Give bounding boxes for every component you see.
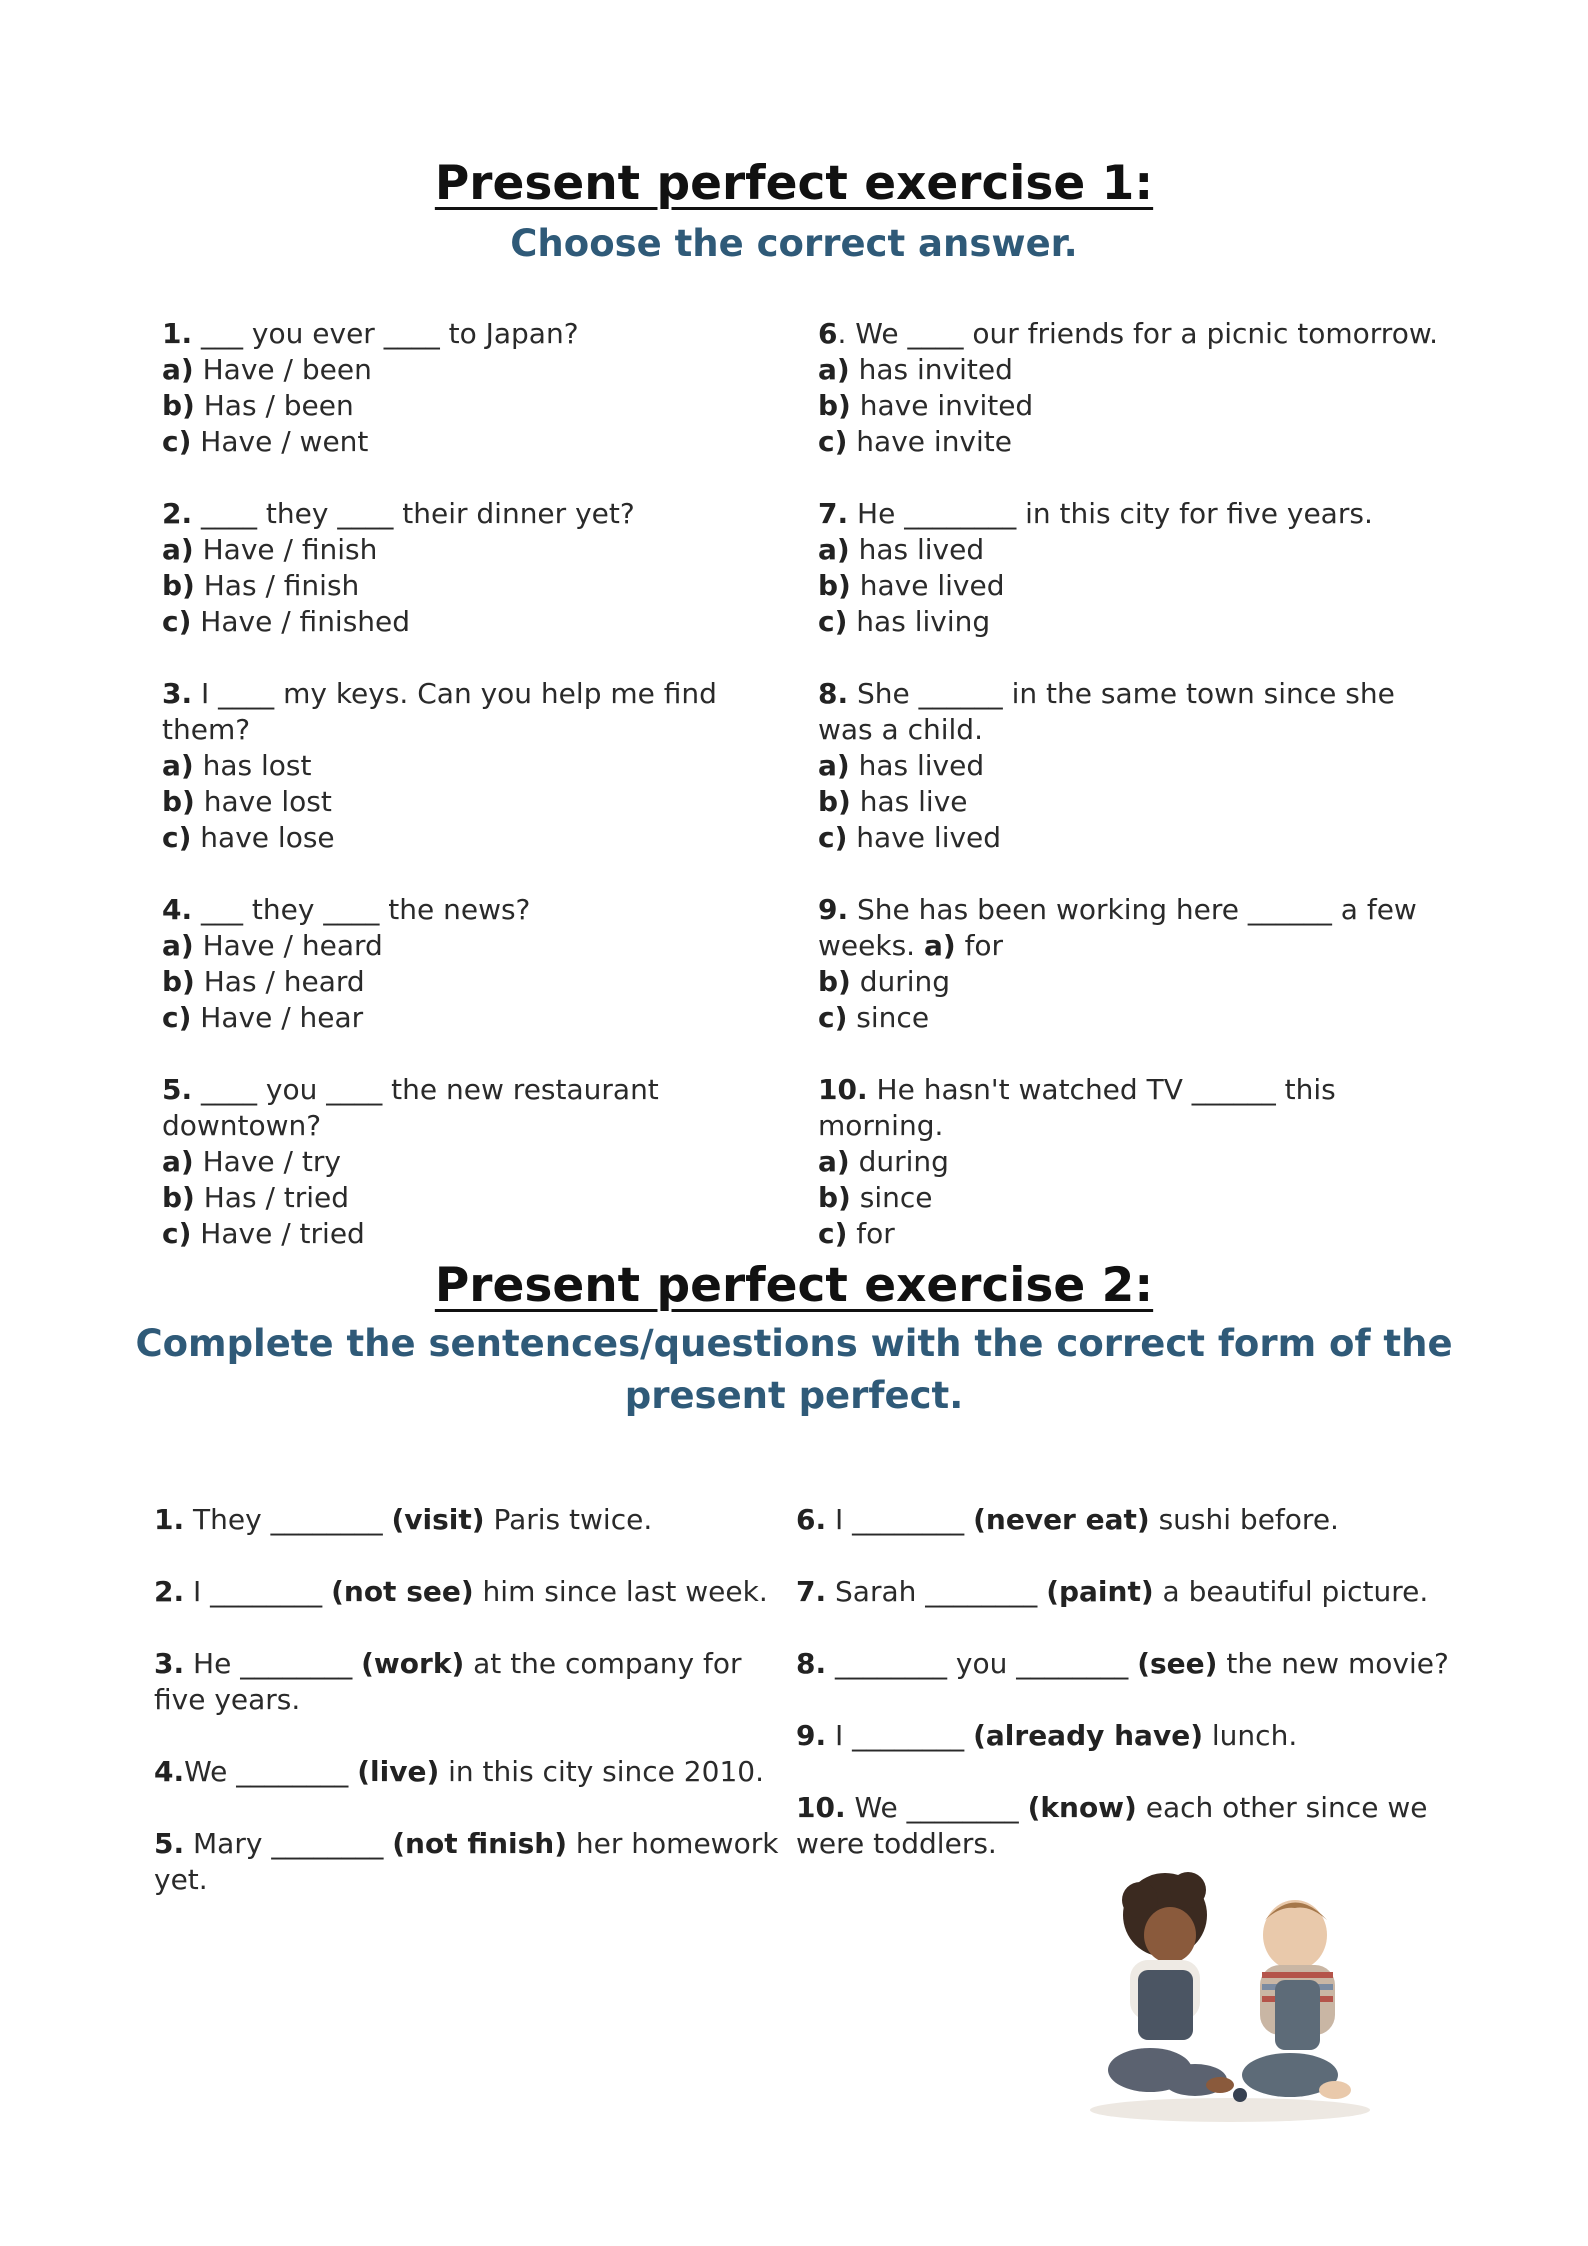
question-number: 3. <box>162 677 193 710</box>
question-stem: He hasn't watched TV ______ this morning. <box>818 1073 1336 1142</box>
option-letter: c) <box>162 1001 192 1034</box>
option-letter: c) <box>818 1001 848 1034</box>
option-text: Has / tried <box>194 1181 350 1214</box>
sentence-start: ________ you ________ <box>826 1647 1138 1680</box>
option-text: have invited <box>850 389 1034 422</box>
question-number: 9. <box>818 893 849 926</box>
option-letter: b) <box>162 1181 195 1214</box>
question-stem: . We ____ our friends for a picnic tomorrow. <box>837 317 1439 350</box>
option-text: have lose <box>191 821 335 854</box>
sentence-7 <box>796 1574 1456 1610</box>
option-b <box>818 388 1458 424</box>
sentence-start: He ________ <box>184 1647 362 1680</box>
question-7 <box>818 496 1458 640</box>
option-letter: c) <box>162 1217 192 1250</box>
sentence-end: at the company for five years. <box>154 1647 742 1716</box>
question-number: 2. <box>162 497 193 530</box>
question-4 <box>162 892 802 1036</box>
sentence-text <box>154 1502 784 1538</box>
option-a <box>162 928 802 964</box>
option-a <box>162 532 802 568</box>
sentence-end: a beautiful picture. <box>1153 1575 1429 1608</box>
question-9 <box>818 892 1458 1036</box>
option-text: since <box>847 1001 930 1034</box>
sentence-number: 3. <box>154 1647 185 1680</box>
sentence-8 <box>796 1646 1456 1682</box>
option-text: Has / finish <box>194 569 360 602</box>
option-a <box>162 1144 802 1180</box>
question-stem: ___ they ____ the news? <box>192 893 531 926</box>
option-text: Have / heard <box>193 929 383 962</box>
question-text <box>818 892 1458 964</box>
question-text <box>162 676 802 748</box>
question-text <box>818 1072 1458 1144</box>
option-text: during <box>850 965 951 998</box>
option-text: Has / been <box>194 389 354 422</box>
sentence-number: 7. <box>796 1575 827 1608</box>
question-2 <box>162 496 802 640</box>
option-text: have lost <box>194 785 332 818</box>
option-text: has lived <box>849 533 985 566</box>
sentence-number: 5. <box>154 1827 185 1860</box>
option-letter: b) <box>818 965 851 998</box>
option-c <box>818 424 1458 460</box>
verb-prompt: (already have) <box>973 1719 1203 1752</box>
sentence-end: in this city since 2010. <box>439 1755 764 1788</box>
question-stem: She has been working here ______ a few weeks. <box>818 893 1417 962</box>
question-stem: ____ they ____ their dinner yet? <box>192 497 635 530</box>
option-text: has living <box>847 605 991 638</box>
sentence-start: I ________ <box>826 1719 974 1752</box>
question-number: 6 <box>818 317 838 350</box>
option-b <box>162 1180 802 1216</box>
question-text <box>162 496 802 532</box>
option-a <box>818 1144 1458 1180</box>
option-text: have lived <box>847 821 1002 854</box>
option-a <box>162 748 802 784</box>
sentence-text <box>796 1502 1456 1538</box>
question-number: 5. <box>162 1073 193 1106</box>
question-stem: ____ you ____ the new restaurant downtown? <box>162 1073 659 1142</box>
exercise-2-instructions-line-1: Complete the sentences/questions with the correct form of the <box>135 1322 1453 1365</box>
question-stem: She ______ in the same town since she was a child. <box>818 677 1395 746</box>
option-c <box>162 604 802 640</box>
option-letter: a) <box>923 929 956 962</box>
sentence-number: 8. <box>796 1647 827 1680</box>
question-stem: I ____ my keys. Can you help me find them? <box>162 677 717 746</box>
option-letter: b) <box>818 389 851 422</box>
option-letter: c) <box>162 821 192 854</box>
option-a <box>818 748 1458 784</box>
question-8 <box>818 676 1458 856</box>
option-a <box>818 352 1458 388</box>
sentence-number: 10. <box>796 1791 846 1824</box>
option-text: has live <box>850 785 968 818</box>
verb-prompt: (see) <box>1137 1647 1218 1680</box>
sentence-number: 2. <box>154 1575 185 1608</box>
option-letter: a) <box>162 353 194 386</box>
sentence-text <box>796 1718 1456 1754</box>
question-1 <box>162 316 802 460</box>
question-10 <box>818 1072 1458 1252</box>
option-b <box>162 568 802 604</box>
sentence-number: 6. <box>796 1503 827 1536</box>
option-letter: a) <box>162 929 194 962</box>
question-text <box>818 316 1458 352</box>
question-number: 4. <box>162 893 193 926</box>
question-number: 10. <box>818 1073 868 1106</box>
two-toddlers-playing-illustration <box>1070 1860 1390 2130</box>
option-letter: c) <box>818 821 848 854</box>
question-text <box>162 1072 802 1144</box>
option-letter: c) <box>162 425 192 458</box>
option-letter: a) <box>818 533 850 566</box>
sentence-number: 1. <box>154 1503 185 1536</box>
sentence-text <box>796 1790 1456 1862</box>
option-b <box>818 784 1458 820</box>
sentence-4 <box>154 1754 784 1790</box>
question-5 <box>162 1072 802 1252</box>
exercise-1-instructions: Choose the correct answer. <box>510 222 1078 265</box>
sentence-text <box>154 1754 784 1790</box>
option-letter: b) <box>818 785 851 818</box>
option-text: since <box>850 1181 933 1214</box>
option-text: has invited <box>849 353 1013 386</box>
question-stem: ___ you ever ____ to Japan? <box>192 317 579 350</box>
option-letter: c) <box>818 605 848 638</box>
option-c <box>818 1216 1458 1252</box>
option-b <box>818 1180 1458 1216</box>
option-letter: a) <box>162 533 194 566</box>
option-text: Have / tried <box>191 1217 365 1250</box>
sentence-1 <box>154 1502 784 1538</box>
option-text: Have / been <box>193 353 372 386</box>
option-a <box>818 532 1458 568</box>
verb-prompt: (visit) <box>391 1503 485 1536</box>
sentence-3 <box>154 1646 784 1718</box>
toddlers-illustration-svg <box>1070 1860 1390 2130</box>
option-text: has lived <box>849 749 985 782</box>
option-text: have lived <box>850 569 1005 602</box>
option-text: have invite <box>847 425 1012 458</box>
sentence-text <box>154 1574 784 1610</box>
option-b <box>162 388 802 424</box>
verb-prompt: (paint) <box>1046 1575 1154 1608</box>
sentence-start: Sarah ________ <box>826 1575 1047 1608</box>
exercise-2-instructions-line-2: present perfect. <box>624 1374 964 1417</box>
sentence-number: 9. <box>796 1719 827 1752</box>
option-c <box>818 1000 1458 1036</box>
option-letter: c) <box>162 605 192 638</box>
option-b <box>818 568 1458 604</box>
option-text: Have / went <box>191 425 369 458</box>
question-stem: He ________ in this city for five years. <box>848 497 1373 530</box>
option-c <box>818 604 1458 640</box>
option-letter: c) <box>818 425 848 458</box>
sentence-5 <box>154 1826 784 1898</box>
question-text <box>818 496 1458 532</box>
option-letter: b) <box>162 785 195 818</box>
option-letter: b) <box>162 569 195 602</box>
sentence-start: We ________ <box>184 1755 358 1788</box>
exercise-2-title: Present perfect exercise 2: <box>434 1258 1154 1313</box>
exercise-2-left-column <box>154 1502 784 1934</box>
sentence-end: her homework yet. <box>154 1827 779 1896</box>
question-text <box>818 676 1458 748</box>
option-text: has lost <box>193 749 312 782</box>
option-text: Has / heard <box>194 965 365 998</box>
option-letter: b) <box>162 965 195 998</box>
sentence-end: Paris twice. <box>484 1503 653 1536</box>
sentence-text <box>154 1826 784 1898</box>
verb-prompt: (live) <box>357 1755 440 1788</box>
option-b <box>162 964 802 1000</box>
sentence-start: I ________ <box>184 1575 332 1608</box>
verb-prompt: (never eat) <box>973 1503 1150 1536</box>
option-a <box>162 352 802 388</box>
option-c <box>818 820 1458 856</box>
exercise-1-right-column <box>818 316 1458 1288</box>
sentence-2 <box>154 1574 784 1610</box>
option-text: Have / try <box>193 1145 341 1178</box>
sentence-text <box>154 1646 784 1718</box>
option-c <box>162 1000 802 1036</box>
option-text: Have / finish <box>193 533 378 566</box>
sentence-start: I ________ <box>826 1503 974 1536</box>
option-letter: b) <box>818 569 851 602</box>
exercise-2-right-column <box>796 1502 1456 1898</box>
exercise-1-title: Present perfect exercise 1: <box>434 156 1154 211</box>
sentence-6 <box>796 1502 1456 1538</box>
option-letter: a) <box>818 1145 850 1178</box>
option-c <box>162 820 802 856</box>
option-text: for <box>955 929 1004 962</box>
option-letter: b) <box>162 389 195 422</box>
option-text: during <box>849 1145 949 1178</box>
sentence-start: We ________ <box>845 1791 1028 1824</box>
option-b <box>162 784 802 820</box>
sentence-end: lunch. <box>1203 1719 1298 1752</box>
sentence-start: They ________ <box>184 1503 392 1536</box>
option-c <box>162 424 802 460</box>
question-6 <box>818 316 1458 460</box>
verb-prompt: (not finish) <box>392 1827 568 1860</box>
exercise-1-left-column <box>162 316 802 1288</box>
question-text <box>162 316 802 352</box>
sentence-text <box>796 1646 1456 1682</box>
option-text: for <box>847 1217 895 1250</box>
option-letter: c) <box>818 1217 848 1250</box>
option-letter: b) <box>818 1181 851 1214</box>
sentence-number: 4. <box>154 1755 185 1788</box>
option-letter: a) <box>162 749 194 782</box>
question-number: 8. <box>818 677 849 710</box>
option-letter: a) <box>162 1145 194 1178</box>
option-text: Have / finished <box>191 605 411 638</box>
verb-prompt: (know) <box>1027 1791 1137 1824</box>
sentence-10 <box>796 1790 1456 1862</box>
verb-prompt: (not see) <box>331 1575 474 1608</box>
option-text: Have / hear <box>191 1001 364 1034</box>
option-letter: a) <box>818 749 850 782</box>
sentence-9 <box>796 1718 1456 1754</box>
sentence-text <box>796 1574 1456 1610</box>
question-number: 7. <box>818 497 849 530</box>
sentence-end: sushi before. <box>1149 1503 1339 1536</box>
option-b <box>818 964 1458 1000</box>
question-number: 1. <box>162 317 193 350</box>
sentence-start: Mary ________ <box>184 1827 393 1860</box>
sentence-end: the new movie? <box>1217 1647 1449 1680</box>
sentence-end: each other since we were toddlers. <box>796 1791 1428 1860</box>
sentence-end: him since last week. <box>473 1575 768 1608</box>
question-text <box>162 892 802 928</box>
question-3 <box>162 676 802 856</box>
option-c <box>162 1216 802 1252</box>
verb-prompt: (work) <box>361 1647 465 1680</box>
option-letter: a) <box>818 353 850 386</box>
